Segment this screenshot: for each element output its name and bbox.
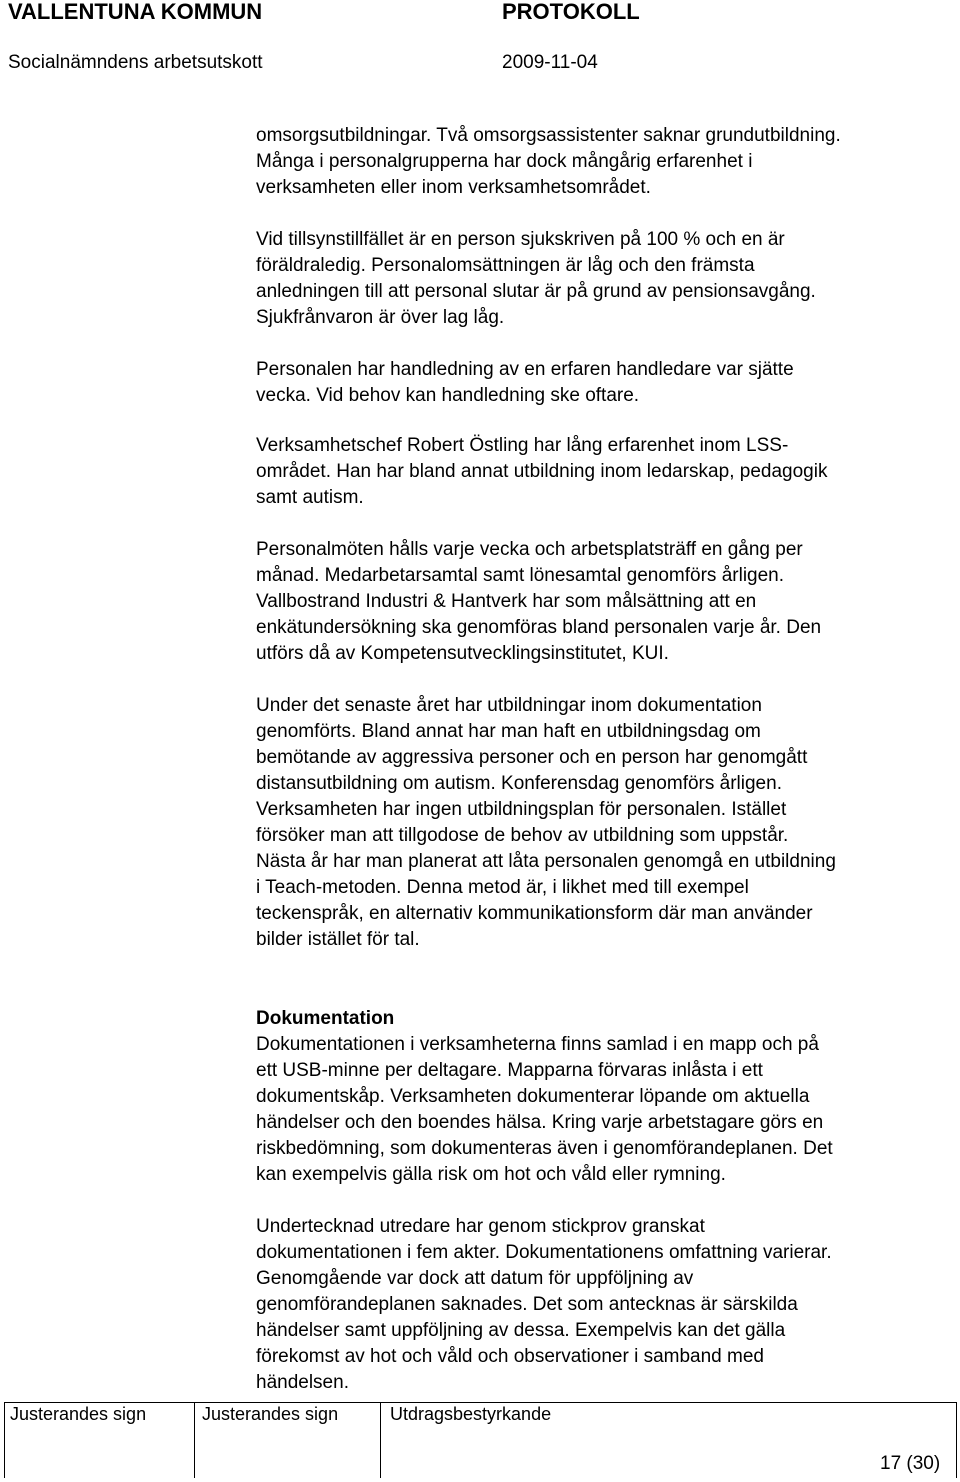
text-line: vecka. Vid behov kan handledning ske oftare. — [256, 385, 640, 406]
text-line: Många i personalgrupperna har dock mångårig erfarenhet i — [256, 151, 753, 172]
text-line: samt autism. — [256, 487, 364, 508]
meeting-date: 2009-11-04 — [502, 52, 598, 73]
text-line: i Teach-metoden. Denna metod är, i likhet med till exempel — [256, 877, 749, 898]
paragraph-spot-check — [256, 1214, 952, 1396]
text-line: Verksamheten har ingen utbildningsplan för personalen. Istället — [256, 799, 787, 820]
paragraph-documentation — [256, 1032, 952, 1188]
text-line: riskbedömning, som dokumenteras även i genomförandeplanen. Det — [256, 1138, 833, 1159]
certification-label: Utdragsbestyrkande — [390, 1404, 552, 1424]
text-line: bemötande av aggressiva personer och en person har genomgått — [256, 747, 808, 768]
text-line: dokumentskåp. Verksamheten dokumenterar löpande om aktuella — [256, 1086, 810, 1107]
text-line: Nästa år har man planerat att låta personalen genomgå en utbildning — [256, 851, 836, 872]
text-line: Sjukfrånvaron är över lag låg. — [256, 307, 505, 328]
text-line: ett USB-minne per deltagare. Mapparna förvaras inlåsta i ett — [256, 1060, 763, 1081]
text-line: Dokumentationen i verksamheterna finns samlad i en mapp och på — [256, 1034, 819, 1055]
signature-label-1: Justerandes sign — [10, 1404, 147, 1424]
text-line: området. Han har bland annat utbildning inom ledarskap, pedagogik — [256, 461, 828, 482]
committee-name: Socialnämndens arbetsutskott — [8, 52, 263, 73]
text-line: förekomst av hot och våld och observationer i samband med — [256, 1346, 764, 1367]
text-line: genomförts. Bland annat har man haft en utbildningsdag om — [256, 721, 761, 742]
paragraph-training — [256, 693, 952, 953]
text-line: föräldraledig. Personalomsättningen är låg och den främsta — [256, 255, 755, 276]
document-type: PROTOKOLL — [502, 0, 640, 24]
paragraph-sick-leave — [256, 227, 952, 331]
text-line: teckenspråk, en alternativ kommunikationsform där man använder — [256, 903, 813, 924]
text-line: utförs då av Kompetensutvecklingsinstitutet, KUI. — [256, 643, 669, 664]
text-line: Genomgående var dock att datum för uppföljning av — [256, 1268, 694, 1289]
text-line: distansutbildning om autism. Konferensdag genomförs årligen. — [256, 773, 782, 794]
text-line: Verksamhetschef Robert Östling har lång erfarenhet inom LSS- — [256, 435, 789, 456]
page-number: 17 (30) — [880, 1453, 941, 1474]
signature-label-2: Justerandes sign — [202, 1404, 339, 1424]
text-line: omsorgsutbildningar. Två omsorgsassistenter saknar grundutbildning. — [256, 125, 841, 146]
text-line: Personalen har handledning av en erfaren handledare var sjätte — [256, 359, 794, 380]
text-line: kan exempelvis gälla risk om hot och våld eller rymning. — [256, 1164, 726, 1185]
paragraph-staff-education — [256, 123, 952, 201]
paragraph-manager — [256, 433, 952, 511]
paragraph-supervision — [256, 357, 952, 409]
text-line: genomförandeplanen saknades. Det som antecknas är särskilda — [256, 1294, 798, 1315]
text-line: Vid tillsynstillfället är en person sjukskriven på 100 % och en är — [256, 229, 785, 250]
text-line: bilder istället för tal. — [256, 929, 420, 950]
text-line: månad. Medarbetarsamtal samt lönesamtal genomförs årligen. — [256, 565, 785, 586]
text-line: Vallbostrand Industri & Hantverk har som målsättning att en — [256, 591, 757, 612]
text-line: Under det senaste året har utbildningar inom dokumentation — [256, 695, 762, 716]
text-line: anledningen till att personal slutar är på grund av pensionsavgång. — [256, 281, 816, 302]
section-heading-dokumentation: Dokumentation — [256, 1008, 395, 1029]
text-line: försöker man att tillgodose de behov av utbildning som uppstår. — [256, 825, 789, 846]
text-line: händelser och den boendes hälsa. Kring varje arbetstagare görs en — [256, 1112, 824, 1133]
text-line: Personalmöten hålls varje vecka och arbetsplatsträff en gång per — [256, 539, 803, 560]
text-line: verksamheten eller inom verksamhetsområdet. — [256, 177, 651, 198]
text-line: enkätundersökning ska genomföras bland personalen varje år. Den — [256, 617, 822, 638]
text-line: Undertecknad utredare har genom stickprov granskat — [256, 1216, 705, 1237]
organization-name: VALLENTUNA KOMMUN — [8, 0, 263, 24]
paragraph-staff-meetings — [256, 537, 952, 667]
text-line: händelsen. — [256, 1372, 349, 1393]
text-line: dokumentationen i fem akter. Dokumentationens omfattning varierar. — [256, 1242, 832, 1263]
text-line: händelser samt uppföljning av dessa. Exempelvis kan det gälla — [256, 1320, 786, 1341]
